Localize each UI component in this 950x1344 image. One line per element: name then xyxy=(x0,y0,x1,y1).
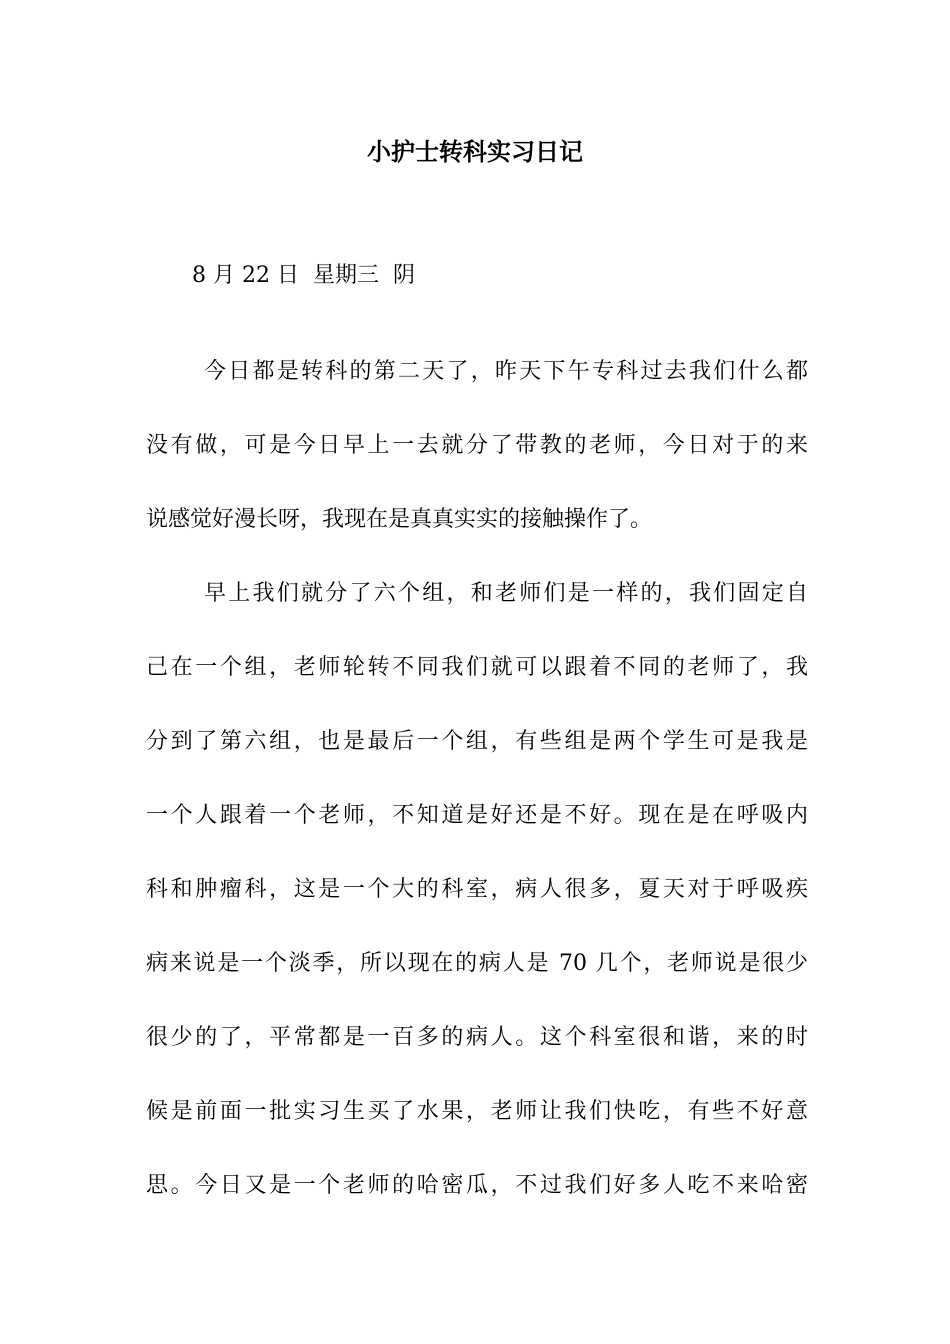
paragraph-line: 己在一个组，老师轮转不同我们就可以跟着不同的老师了，我 xyxy=(146,655,808,680)
paragraph-line: 思。今日又是一个老师的哈密瓜，不过我们好多人吃不来哈密 xyxy=(146,1173,808,1198)
diary-body xyxy=(146,335,808,1223)
paragraph-line: 早上我们就分了六个组，和老师们是一样的，我们固定自 xyxy=(204,581,808,606)
diary-date-line: 8 月 22 日 星期三 阴 xyxy=(192,263,415,288)
paragraph-line: 科和肿瘤科，这是一个大的科室，病人很多，夏天对于呼吸疾 xyxy=(146,877,808,902)
document-title: 小护士转科实习日记 xyxy=(367,137,583,166)
paragraph-line: 今日都是转科的第二天了，昨天下午专科过去我们什么都 xyxy=(204,359,808,384)
paragraph-line: 分到了第六组，也是最后一个组，有些组是两个学生可是我是 xyxy=(146,729,808,754)
paragraph-line: 很少的了，平常都是一百多的病人。这个科室很和谐，来的时 xyxy=(146,1025,808,1050)
paragraph-line: 说感觉好漫长呀，我现在是真真实实的接触操作了。 xyxy=(146,507,653,532)
paragraph-line: 一个人跟着一个老师，不知道是好还是不好。现在是在呼吸内 xyxy=(146,803,808,828)
paragraph-line: 没有做，可是今日早上一去就分了带教的老师，今日对于的来 xyxy=(146,433,808,458)
paragraph-line: 候是前面一批实习生买了水果，老师让我们快吃，有些不好意 xyxy=(146,1099,808,1124)
paragraph-line: 病来说是一个淡季，所以现在的病人是 70 几个，老师说是很少 xyxy=(146,951,808,976)
